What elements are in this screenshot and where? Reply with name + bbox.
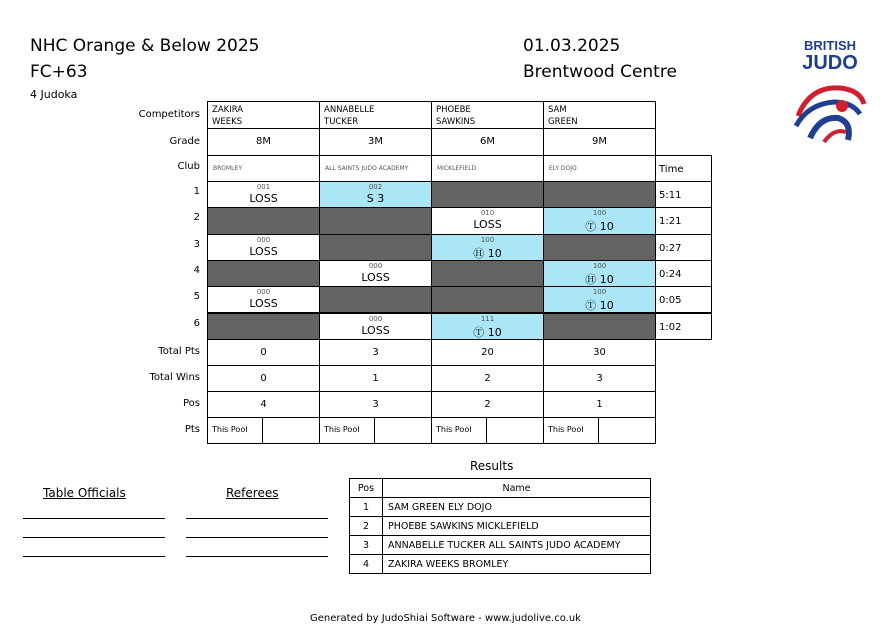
label-total-pts: Total Pts bbox=[158, 346, 200, 357]
table-row bbox=[350, 536, 651, 555]
match-cell bbox=[319, 260, 432, 287]
match-number: 1 bbox=[193, 186, 200, 197]
judoka-count: 4 Judoka bbox=[30, 88, 78, 101]
competitor-header bbox=[319, 101, 432, 129]
label-pos: Pos bbox=[182, 398, 200, 409]
total-total-wins: 3 bbox=[543, 365, 656, 392]
match-result: Ⓣ 10 bbox=[585, 299, 614, 313]
table-row bbox=[350, 517, 651, 536]
match-result: LOSS bbox=[249, 244, 278, 258]
signature-line bbox=[186, 556, 328, 557]
match-result: LOSS bbox=[361, 323, 390, 337]
total-total-pts: 0 bbox=[207, 339, 320, 366]
total-total-pts: 30 bbox=[543, 339, 656, 366]
match-score: 100 bbox=[480, 235, 495, 244]
label-competitors: Competitors bbox=[138, 109, 200, 120]
total-pos: 3 bbox=[319, 391, 432, 418]
competitor-club: MICKLEFIELD bbox=[431, 155, 544, 182]
competitor-last-name: GREEN bbox=[548, 117, 578, 127]
logo-text-line1: BRITISH bbox=[804, 38, 856, 53]
this-pool-value bbox=[374, 417, 432, 444]
result-name: ANNABELLE TUCKER ALL SAINTS JUDO ACADEMY bbox=[383, 536, 651, 555]
match-score: 100 bbox=[592, 209, 607, 218]
time-header: Time bbox=[655, 155, 712, 182]
match-result: Ⓣ 10 bbox=[585, 220, 614, 234]
tournament-title: NHC Orange & Below 2025 bbox=[30, 36, 260, 56]
signature-line bbox=[186, 537, 328, 538]
table-row bbox=[350, 555, 651, 574]
match-result: Ⓗ 10 bbox=[585, 272, 614, 286]
match-cell bbox=[207, 313, 320, 340]
logo-text-line2: JUDO bbox=[802, 52, 858, 74]
match-cell bbox=[431, 207, 544, 234]
results-title: Results bbox=[470, 459, 514, 473]
match-cell bbox=[543, 207, 656, 234]
competitor-first-name: ANNABELLE bbox=[324, 105, 375, 115]
match-time: 0:27 bbox=[655, 234, 712, 261]
signature-line bbox=[186, 518, 328, 519]
competitor-header bbox=[431, 101, 544, 129]
match-cell bbox=[207, 234, 320, 261]
match-cell bbox=[207, 286, 320, 313]
match-cell bbox=[207, 260, 320, 287]
match-result: Ⓣ 10 bbox=[473, 325, 502, 339]
match-result: LOSS bbox=[361, 270, 390, 284]
match-result: LOSS bbox=[473, 218, 502, 232]
match-score: 000 bbox=[256, 235, 271, 244]
match-cell bbox=[207, 207, 320, 234]
referees-heading: Referees bbox=[226, 486, 279, 500]
results-table bbox=[349, 478, 651, 574]
match-number: 5 bbox=[193, 291, 200, 303]
match-cell bbox=[543, 260, 656, 287]
match-number: 6 bbox=[193, 317, 200, 329]
footer-credit: Generated by JudoShiai Software - www.judolive.co.uk bbox=[310, 613, 581, 624]
category-label: FC+63 bbox=[30, 62, 88, 82]
label-club: Club bbox=[177, 161, 200, 172]
match-result: LOSS bbox=[249, 297, 278, 311]
signature-line bbox=[23, 537, 165, 538]
results-col-name: Name bbox=[383, 479, 651, 498]
results-col-pos: Pos bbox=[350, 479, 383, 498]
total-total-wins: 0 bbox=[207, 365, 320, 392]
match-cell bbox=[319, 286, 432, 313]
match-result: S 3 bbox=[366, 192, 385, 205]
competitor-header bbox=[543, 101, 656, 129]
table-officials-heading: Table Officials bbox=[43, 486, 126, 500]
competitor-club: BROMLEY bbox=[207, 155, 320, 182]
competitor-last-name: SAWKINS bbox=[436, 117, 476, 127]
match-cell bbox=[543, 181, 656, 208]
this-pool-value bbox=[262, 417, 320, 444]
match-cell bbox=[319, 207, 432, 234]
match-result: Ⓗ 10 bbox=[473, 246, 502, 260]
total-pos: 2 bbox=[431, 391, 544, 418]
match-cell bbox=[543, 234, 656, 261]
total-pos: 1 bbox=[543, 391, 656, 418]
result-pos: 2 bbox=[350, 517, 383, 536]
match-time: 0:05 bbox=[655, 286, 712, 313]
match-cell bbox=[543, 286, 656, 313]
event-venue: Brentwood Centre bbox=[523, 62, 677, 82]
competitor-first-name: ZAKIRA bbox=[212, 105, 244, 115]
match-time: 5:11 bbox=[655, 181, 712, 208]
match-cell bbox=[431, 313, 544, 340]
competitor-first-name: SAM bbox=[548, 105, 567, 115]
this-pool-label: This Pool bbox=[431, 417, 487, 444]
competitor-last-name: TUCKER bbox=[324, 117, 359, 127]
match-cell bbox=[431, 181, 544, 208]
this-pool-label: This Pool bbox=[207, 417, 263, 444]
match-cell bbox=[431, 260, 544, 287]
match-cell bbox=[319, 313, 432, 340]
match-result: LOSS bbox=[249, 192, 278, 205]
match-cell bbox=[207, 181, 320, 208]
results-header-row bbox=[350, 479, 651, 498]
match-cell bbox=[543, 313, 656, 340]
competitor-club: ALL SAINTS JUDO ACADEMY bbox=[319, 155, 432, 182]
competitor-header bbox=[207, 101, 320, 129]
match-cell bbox=[431, 286, 544, 313]
match-score: 111 bbox=[480, 314, 495, 323]
match-score: 002 bbox=[368, 183, 383, 191]
this-pool-label: This Pool bbox=[543, 417, 599, 444]
signature-line bbox=[23, 556, 165, 557]
match-score: 001 bbox=[256, 183, 271, 191]
match-score: 000 bbox=[368, 261, 383, 270]
competitor-grade: 6M bbox=[431, 128, 544, 156]
competitor-first-name: PHOEBE bbox=[436, 105, 471, 115]
match-score: 000 bbox=[368, 314, 383, 323]
match-time: 1:02 bbox=[655, 313, 712, 340]
this-pool-value bbox=[598, 417, 656, 444]
competitor-grade: 3M bbox=[319, 128, 432, 156]
result-pos: 1 bbox=[350, 498, 383, 517]
match-score: 100 bbox=[592, 288, 607, 297]
signature-line bbox=[23, 518, 165, 519]
table-row bbox=[350, 498, 651, 517]
competitor-last-name: WEEKS bbox=[212, 117, 243, 127]
result-pos: 4 bbox=[350, 555, 383, 574]
event-date: 01.03.2025 bbox=[523, 36, 621, 56]
match-score: 010 bbox=[480, 209, 495, 218]
this-pool-value bbox=[486, 417, 544, 444]
competitor-grade: 9M bbox=[543, 128, 656, 156]
label-total-wins: Total Wins bbox=[149, 372, 200, 383]
label-pts: Pts bbox=[184, 424, 200, 435]
total-total-wins: 2 bbox=[431, 365, 544, 392]
competitor-grade: 8M bbox=[207, 128, 320, 156]
match-number: 2 bbox=[193, 212, 200, 224]
match-cell bbox=[319, 234, 432, 261]
match-time: 1:21 bbox=[655, 207, 712, 234]
match-score: 000 bbox=[256, 288, 271, 297]
match-number: 3 bbox=[193, 238, 200, 250]
result-pos: 3 bbox=[350, 536, 383, 555]
judoka-emblem-icon bbox=[790, 76, 870, 146]
match-score: 100 bbox=[592, 261, 607, 270]
result-name: SAM GREEN ELY DOJO bbox=[383, 498, 651, 517]
result-name: ZAKIRA WEEKS BROMLEY bbox=[383, 555, 651, 574]
total-total-wins: 1 bbox=[319, 365, 432, 392]
this-pool-label: This Pool bbox=[319, 417, 375, 444]
result-name: PHOEBE SAWKINS MICKLEFIELD bbox=[383, 517, 651, 536]
match-cell bbox=[431, 234, 544, 261]
match-number: 4 bbox=[193, 264, 200, 276]
match-time: 0:24 bbox=[655, 260, 712, 287]
total-total-pts: 20 bbox=[431, 339, 544, 366]
label-grade: Grade bbox=[169, 136, 200, 147]
total-pos: 4 bbox=[207, 391, 320, 418]
competitor-club: ELY DOJO bbox=[543, 155, 656, 182]
british-judo-logo bbox=[790, 38, 870, 148]
match-cell bbox=[319, 181, 432, 208]
total-total-pts: 3 bbox=[319, 339, 432, 366]
